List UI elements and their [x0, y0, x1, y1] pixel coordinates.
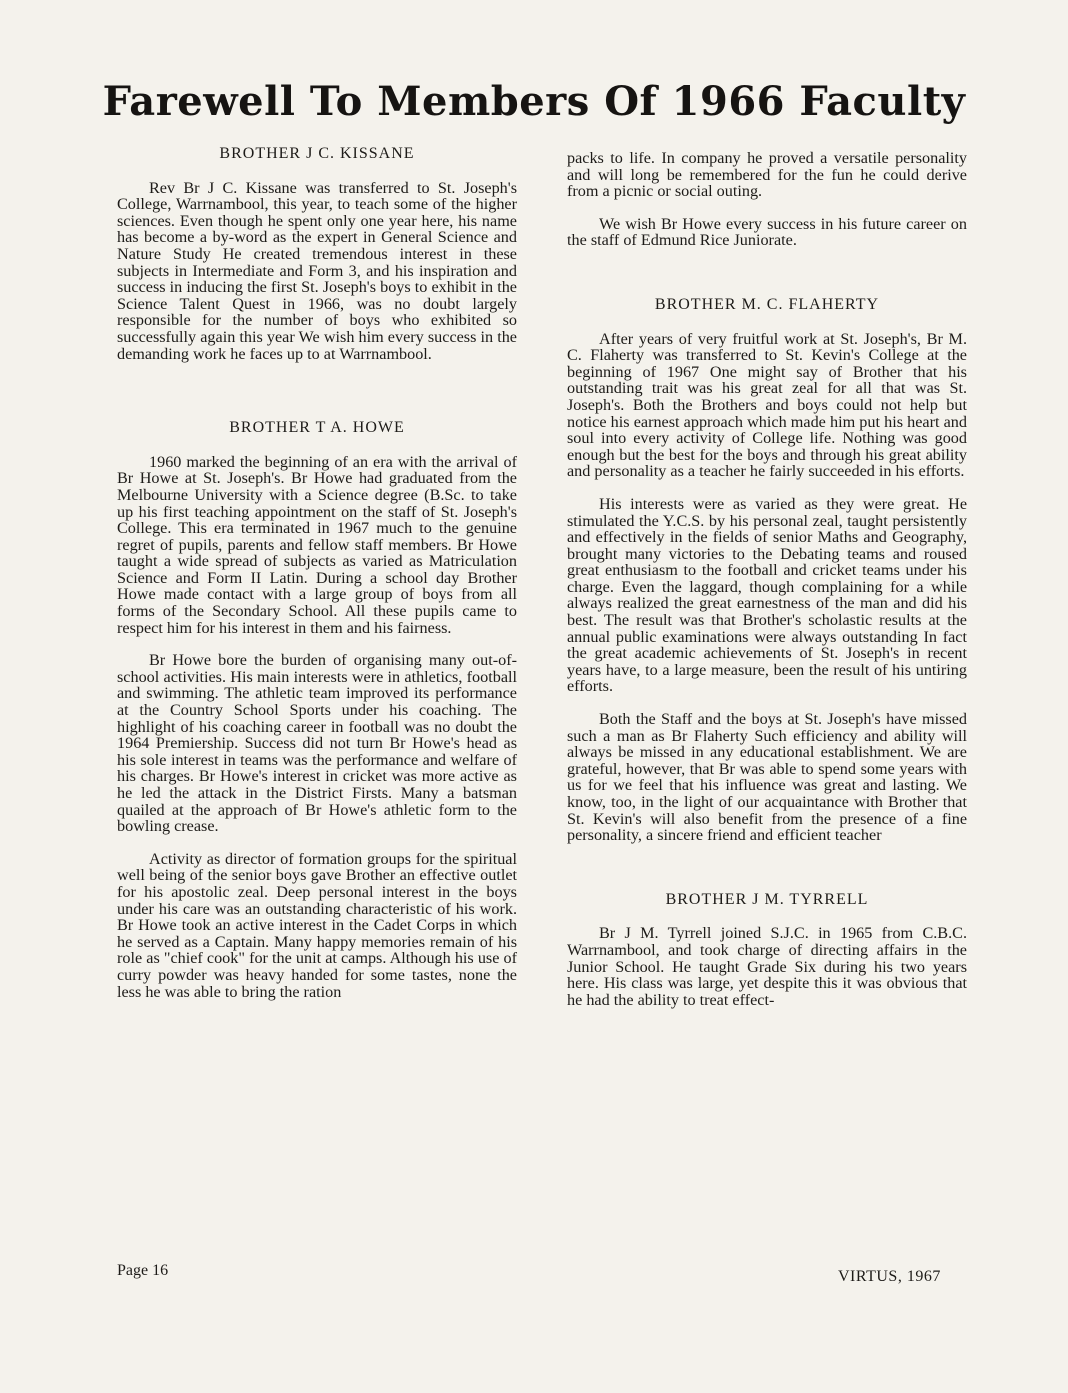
section-heading-flaherty: BROTHER M. C. FLAHERTY — [654, 295, 880, 313]
section-spacer — [567, 249, 967, 297]
right-column — [567, 150, 967, 1008]
paragraph: Rev Br J C. Kissane was transferred to St. Joseph's College, Warrnambool, this year, to teach some of the higher sciences. Even though he spent only one year here, his name has become a by-word as the expert in General Science and Nature Study He created tremendous interest in these subjects in Intermediate and Form 3, and his inspiration and success in inducing the first St. Joseph's boys to exhibit in the Science Talent Quest in 1966, was no doubt largely responsible for the number of boys who exhibited so successfully again this year We wish him every success in the demanding work he faces up to at Warrnambool. — [117, 178, 517, 363]
paragraph: His interests were as varied as they were great. He stimulated the Y.C.S. by his personal zeal, taught persistently and effectively in the fields of senior Maths and Geography, brought many victories to the Debating teams and roused great enthusiasm to the football and cricket teams under his charge. Even the laggard, though complaining for a while always realized the great earnestness of the man and did his best. The result was that Brother's scholastic results at the annual public examinations were always outstanding In fact the great academic achievements of St. Joseph's in recent years have, to a large measure, been the result of his untiring efforts. — [567, 494, 967, 696]
paragraph: Both the Staff and the boys at St. Joseph's have missed such a man as Br Flaherty Such efficiency and ability will always be missed in any educational establishment. We are grateful, however, that Br was able to spend some years with us for we feel that his influence was great and lasting. We know, too, in the light of our acquaintance with Brother that St. Kevin's will also benefit from the presence of a fine personality, a sincere friend and efficient teacher — [567, 710, 967, 845]
section-spacer — [567, 844, 967, 892]
section-heading-kissane: BROTHER J C. KISSANE — [219, 145, 415, 162]
paragraph: Activity as director of formation groups for the spiritual well being of the senior boys gave Brother an effective outlet for his apostolic zeal. Deep personal interest in the boys under his care was an outstanding characteristic of his work. Br Howe took an active interest in the Cadet Corps in which he served as a Captain. Many happy memories remain of his role as "chief cook" for the unit at camps. Although his use of curry powder was heavy handed for some tastes, none the less he was able to bring the ration — [117, 849, 517, 1001]
section-heading-howe: BROTHER T A. HOWE — [229, 419, 405, 437]
publication-name: VIRTUS, 1967 — [838, 1268, 941, 1285]
paragraph: 1960 marked the beginning of an era with the arrival of Br Howe at St. Joseph's. Br Howe had graduated from the Melbourne University with a Science degree (B.Sc. to take up his first teaching appointment on the staff of St. Joseph's College. This era terminated in 1967 much to the genuine regret of pupils, parents and fellow staff members. Br Howe taught a wide spread of subjects as varied as Matriculation Science and Form II Latin. During a school day Brother Howe made contact with a large group of boys from all forms of the Secondary School. All these pupils came to respect him for his interest in them and his fairness. — [117, 452, 517, 637]
page-title: Farewell To Members Of 1966 Faculty — [102, 78, 966, 125]
paragraph: packs to life. In company he proved a versatile personality and will long be remembered for the fun he could derive from a picnic or social outing. — [567, 149, 967, 201]
paragraph: Br Howe bore the burden of organising many out-of-school activities. His main interests were in athletics, football and swimming. The athletic team improved its performance at the Country School Sports under his coaching. The highlight of his coaching career in football was no doubt the 1964 Premiership. Success did not turn Br Howe's head as his sole interest in teams was the performance and welfare of his charges. Br Howe's interest in cricket was more active as he led the attack in the District Firsts. Many a batsman quailed at the approach of Br Howe's athletic form to the bowling crease. — [117, 651, 517, 836]
page-number: Page 16 — [117, 1262, 169, 1279]
left-column — [117, 146, 517, 1000]
section-spacer — [117, 362, 517, 420]
section-heading-tyrrell: BROTHER J M. TYRRELL — [665, 890, 869, 908]
paragraph: Br J M. Tyrrell joined S.J.C. in 1965 from C.B.C. Warrnambool, and took charge of directing affairs in the Junior School. He taught Grade Six during his two years here. His class was large, yet despite this it was obvious that he had the ability to treat effect- — [567, 924, 967, 1009]
paragraph: We wish Br Howe every success in his future career on the staff of Edmund Rice Juniorate. — [567, 214, 967, 250]
paragraph: After years of very fruitful work at St. Joseph's, Br M. C. Flaherty was transferred to St. Kevin's College at the beginning of 1967 One might say of Brother that his outstanding trait was his great zeal for all that was St. Joseph's. Both the Brothers and boys could not help but notice his earnest approach which made him put his heart and soul into every activity of College life. Nothing was good enough but the best for the boys and through his great ability and personality as a teacher he fairly succeeded in his efforts. — [567, 329, 967, 481]
